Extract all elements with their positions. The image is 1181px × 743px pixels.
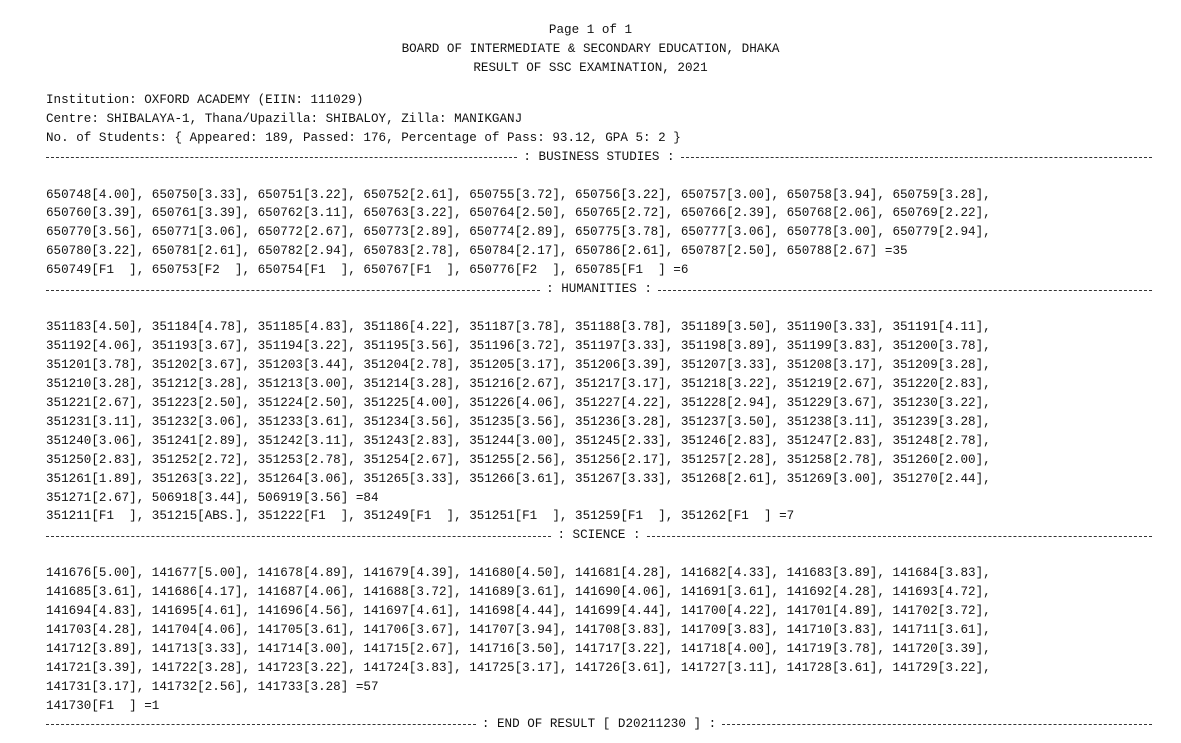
separator-dash-right <box>647 536 1152 537</box>
result-line: 351271[2.67], 506918[3.44], 506919[3.56] =84 <box>46 490 379 505</box>
result-line: 351240[3.06], 351241[2.89], 351242[3.11], 351243[2.83], 351244[3.00], 351245[2.33], 351246[2.83], 351247[2.83], 351248[2.78], <box>46 433 991 448</box>
result-line: 351221[2.67], 351223[2.50], 351224[2.50], 351225[4.00], 351226[4.06], 351227[4.22], 351228[2.94], 351229[3.67], 351230[3.22], <box>46 395 991 410</box>
separator-dash-left <box>46 290 540 291</box>
end-of-result-label: : END OF RESULT [ D20211230 ] : <box>481 716 717 731</box>
separator-dash-left <box>46 157 517 158</box>
result-line: 141694[4.83], 141695[4.61], 141696[4.56], 141697[4.61], 141698[4.44], 141699[4.44], 141700[4.22], 141701[4.89], 141702[3.72], <box>46 604 991 619</box>
exam-title: RESULT OF SSC EXAMINATION, 2021 <box>473 60 708 75</box>
result-line: 351211[F1 ], 351215[ABS.], 351222[F1 ], 351249[F1 ], 351251[F1 ], 351259[F1 ], 351262[F1 ] =7 <box>46 509 795 524</box>
blank-line <box>46 299 1181 318</box>
result-line: 650748[4.00], 650750[3.33], 650751[3.22], 650752[2.61], 650755[3.72], 650756[3.22], 650757[3.00], 650758[3.94], 650759[3.28], <box>46 187 991 202</box>
group-separator <box>46 148 1152 167</box>
result-line: 650770[3.56], 650771[3.06], 650772[2.67], 650773[2.89], 650774[2.89], 650775[3.78], 650777[3.06], 650778[3.00], 650779[2.94], <box>46 225 991 240</box>
group-label: : SCIENCE : <box>557 528 641 543</box>
board-title: BOARD OF INTERMEDIATE & SECONDARY EDUCATION, DHAKA <box>401 41 780 56</box>
result-line: 650749[F1 ], 650753[F2 ], 650754[F1 ], 650767[F1 ], 650776[F2 ], 650785[F1 ] =6 <box>46 263 689 278</box>
result-line: 141730[F1 ] =1 <box>46 698 160 713</box>
result-line: 351201[3.78], 351202[3.67], 351203[3.44], 351204[2.78], 351205[3.17], 351206[3.39], 351207[3.33], 351208[3.17], 351209[3.28], <box>46 357 991 372</box>
group-separator <box>46 526 1152 545</box>
blank-line <box>46 167 1181 186</box>
end-of-result-separator <box>46 715 1152 734</box>
result-line: 141721[3.39], 141722[3.28], 141723[3.22], 141724[3.83], 141725[3.17], 141726[3.61], 141727[3.11], 141728[3.61], 141729[3.22], <box>46 660 991 675</box>
separator-dash-right <box>722 724 1152 725</box>
institution-line: Institution: OXFORD ACADEMY (EIIN: 111029) <box>46 92 364 107</box>
separator-dash-right <box>681 157 1152 158</box>
result-line: 351231[3.11], 351232[3.06], 351233[3.61], 351234[3.56], 351235[3.56], 351236[3.28], 351237[3.50], 351238[3.11], 351239[3.28], <box>46 414 991 429</box>
centre-line: Centre: SHIBALAYA-1, Thana/Upazilla: SHIBALOY, Zilla: MANIKGANJ <box>46 111 523 126</box>
blank-line <box>46 545 1181 564</box>
result-line: 141712[3.89], 141713[3.33], 141714[3.00], 141715[2.67], 141716[3.50], 141717[3.22], 141718[4.00], 141719[3.78], 141720[3.39], <box>46 642 991 656</box>
group-label: : HUMANITIES : <box>546 282 652 297</box>
group-separator <box>46 280 1152 299</box>
result-line: 141676[5.00], 141677[5.00], 141678[4.89], 141679[4.39], 141680[4.50], 141681[4.28], 141682[4.33], 141683[3.89], 141684[3.83], <box>46 566 991 581</box>
group-label: : BUSINESS STUDIES : <box>523 149 675 164</box>
result-line: 351210[3.28], 351212[3.28], 351213[3.00], 351214[3.28], 351216[2.67], 351217[3.17], 351218[3.22], 351219[2.67], 351220[2.83], <box>46 376 991 391</box>
result-line: 351183[4.50], 351184[4.78], 351185[4.83], 351186[4.22], 351187[3.78], 351188[3.78], 351189[3.50], 351190[3.33], 351191[4.11], <box>46 320 991 335</box>
result-line: 650780[3.22], 650781[2.61], 650782[2.94], 650783[2.78], 650784[2.17], 650786[2.61], 650787[2.50], 650788[2.67] =35 <box>46 244 908 259</box>
result-sections <box>46 148 1181 716</box>
result-line: 351192[4.06], 351193[3.67], 351194[3.22], 351195[3.56], 351196[3.72], 351197[3.33], 351198[3.89], 351199[3.83], 351200[3.78], <box>46 339 991 353</box>
page-number: Page 1 of 1 <box>548 23 633 37</box>
result-line: 141685[3.61], 141686[4.17], 141687[4.06], 141688[3.72], 141689[3.61], 141690[4.06], 141691[3.61], 141692[4.28], 141693[4.72], <box>46 585 991 600</box>
separator-dash-left <box>46 724 476 725</box>
students-summary-line: No. of Students: { Appeared: 189, Passed: 176, Percentage of Pass: 93.12, GPA 5: 2 } <box>46 130 681 145</box>
result-line: 650760[3.39], 650761[3.39], 650762[3.11], 650763[3.22], 650764[2.50], 650765[2.72], 650766[2.39], 650768[2.06], 650769[2.22], <box>46 206 991 221</box>
separator-dash-left <box>46 536 551 537</box>
result-line: 351250[2.83], 351252[2.72], 351253[2.78], 351254[2.67], 351255[2.56], 351256[2.17], 351257[2.28], 351258[2.78], 351260[2.00], <box>46 452 991 467</box>
result-line: 351261[1.89], 351263[3.22], 351264[3.06], 351265[3.33], 351266[3.61], 351267[3.33], 351268[2.61], 351269[3.00], 351270[2.44], <box>46 471 991 486</box>
result-line: 141731[3.17], 141732[2.56], 141733[3.28] =57 <box>46 679 379 694</box>
separator-dash-right <box>658 290 1152 291</box>
result-line: 141703[4.28], 141704[4.06], 141705[3.61], 141706[3.67], 141707[3.94], 141708[3.83], 141709[3.83], 141710[3.83], 141711[3.61], <box>46 623 991 638</box>
